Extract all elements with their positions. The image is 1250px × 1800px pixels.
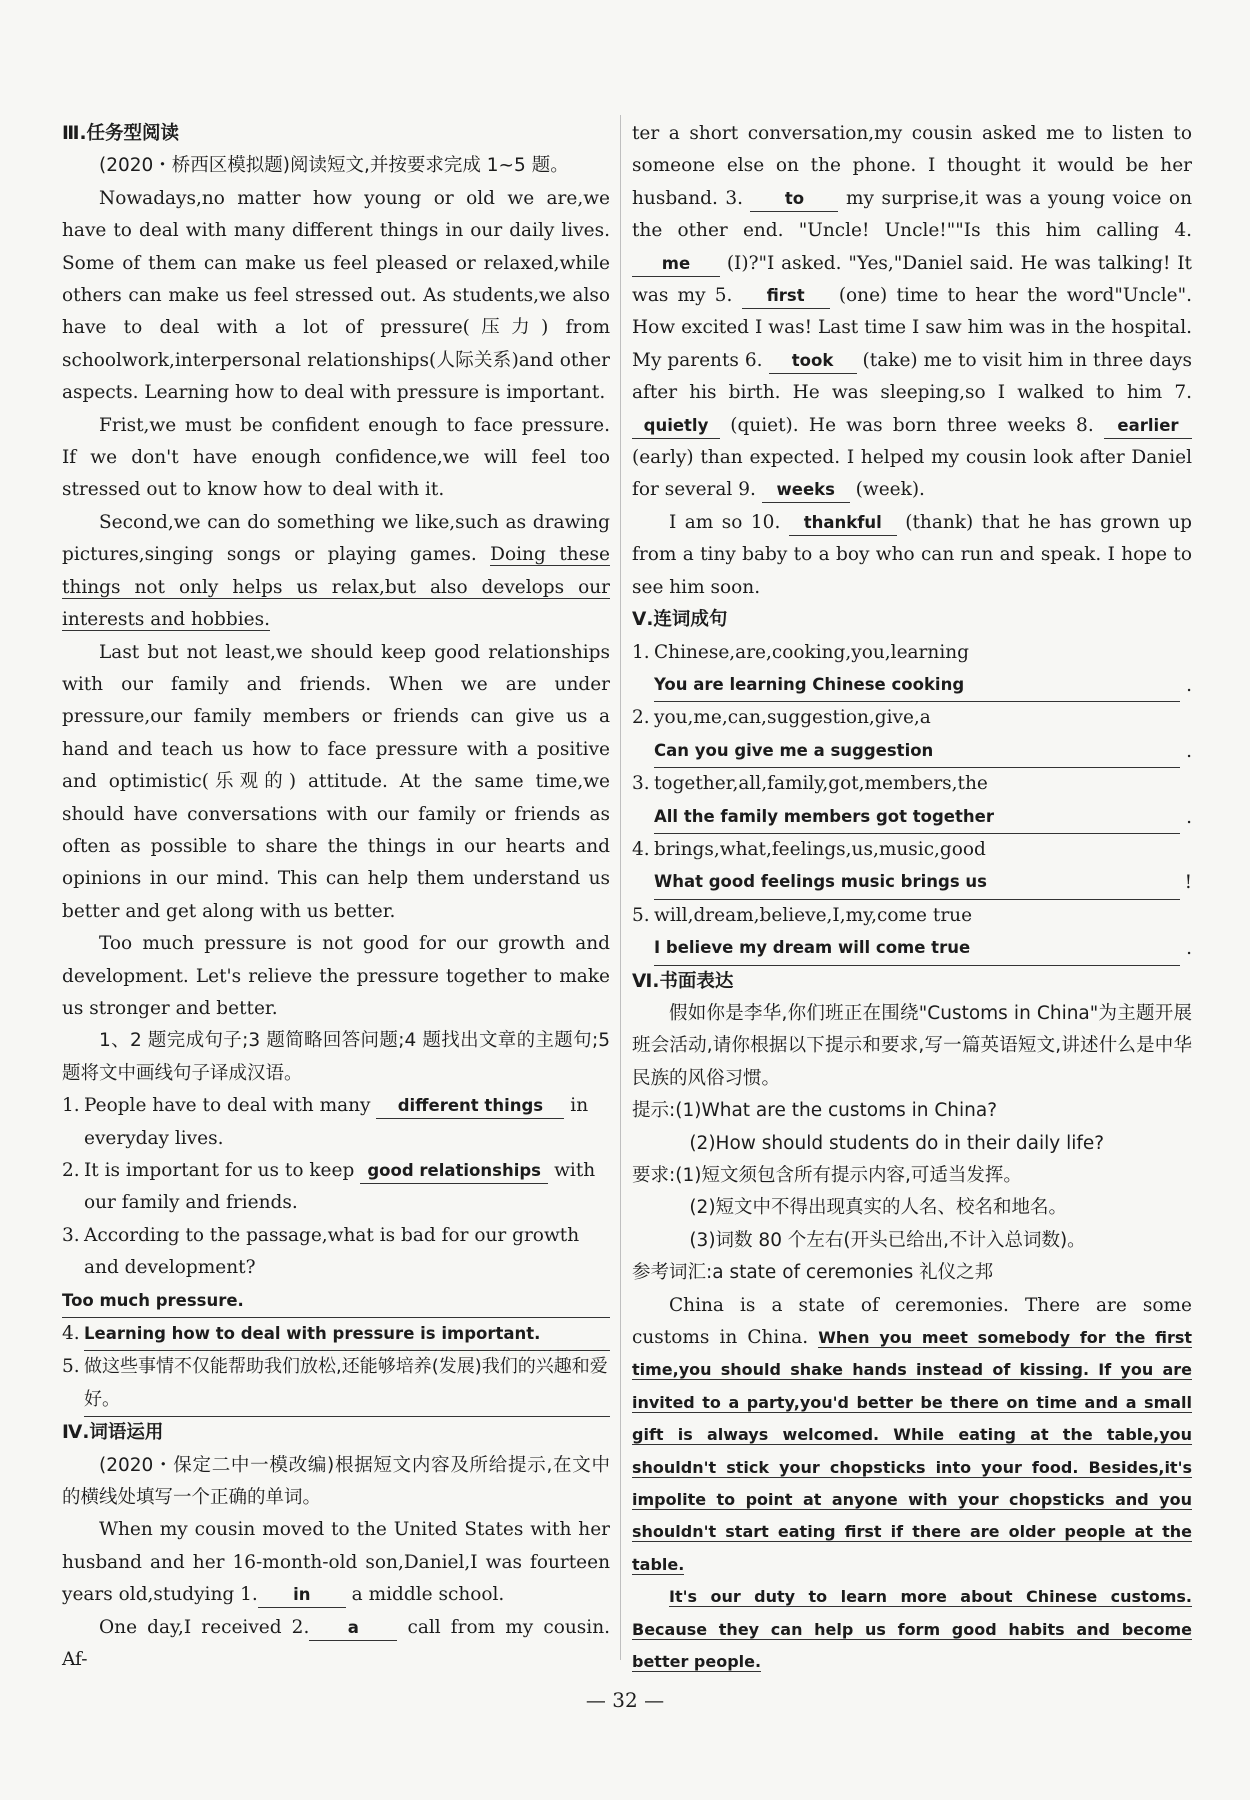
cloze-text: my surprise,it was a young voice on the other end. "Uncle! Uncle!""Is this him calling 4. [632, 187, 1192, 242]
requirement-label: 要求: [632, 1165, 676, 1186]
cloze-paragraph-2 [62, 1612, 610, 1677]
section5-title: Ⅴ.连词成句 [632, 609, 728, 631]
sentence-answer-row [632, 669, 1192, 702]
blank-10-answer: thankful [789, 511, 897, 536]
page-number: — 32 — [585, 1688, 665, 1712]
passage-paragraph-4: Last but not least,we should keep good relationships with our family and friends. When we are under pressure,our family members or friends can give us a hand and teach us how to face pressure with a positive and optimistic(乐观的) attitude. At the same time,we should have conversations with our family or friends as often as possible to share the things in our hearts and opinions in our mind. This can help them understand us better and get along with us better. [62, 641, 610, 922]
requirement-3: (3)词数 80 个左右(开头已给出,不计入总词数)。 [689, 1229, 1086, 1251]
q1-text: People have to deal with many [84, 1095, 371, 1117]
hint-1 [632, 1095, 1192, 1127]
cloze-text: a middle school. [351, 1584, 505, 1606]
passage-paragraph-2: Frist,we must be confident enough to face pressure. If we don't have enough confidence,we will feel too stressed out to know how to deal with it. [62, 414, 610, 501]
question-3: 3. According to the passage,what is bad for our growth and development? [62, 1220, 610, 1285]
sentence-building-list [632, 637, 1192, 966]
sentence-answer: What good feelings music brings us [654, 866, 1180, 899]
sentence-item [632, 900, 1192, 932]
item-number: 4. [632, 838, 650, 860]
q2-text-end: with our family and friends. [84, 1160, 596, 1214]
section3-title: Ⅲ.任务型阅读 [62, 123, 180, 144]
cloze-text: (early) than expected. I helped my cousin look after Daniel for several 9. [632, 447, 1192, 501]
blank-7-answer: quietly [632, 414, 720, 439]
blank-8-answer: earlier [1104, 414, 1192, 439]
q2-answer: good relationships [360, 1159, 548, 1184]
sentence-answer: You are learning Chinese cooking [654, 669, 1180, 702]
requirement-2: (2)短文中不得出现真实的人名、校名和地名。 [689, 1197, 1068, 1219]
requirement-1 [632, 1160, 1192, 1192]
cloze-text: I am so 10. [669, 511, 781, 533]
blank-1-answer: in [258, 1583, 346, 1608]
essay-paragraph-1 [632, 1290, 1192, 1582]
cloze-text: (week). [855, 479, 925, 501]
sentence-answer: All the family members got together [654, 801, 1180, 834]
blank-5-answer: first [742, 284, 830, 309]
writing-prompt: 假如你是李华,你们班正在围绕"Customs in China"为主题开展班会活动,请你根据以下提示和要求,写一篇英语短文,讲述什么是中华民族的风俗习惯。 [632, 1002, 1192, 1089]
question-5: 5. 做这些事情不仅能帮助我们放松,还能够培养(发展)我们的兴趣和爱好。 [62, 1351, 610, 1417]
item-number: 5. [632, 904, 650, 926]
cloze-text: ter a short conversation,my cousin asked me to listen to someone else on the phone. I thought it would be her husband. 3. [632, 123, 1192, 209]
section6-title: Ⅵ.书面表达 [632, 970, 734, 992]
sentence-item [632, 702, 1192, 734]
passage-paragraph-1: Nowadays,no matter how young or old we are,we have to deal with many different things in our daily lives. Some of them can make us feel pleased or relaxed,while others can make us feel stressed out. As students,we also have to deal with a lot of pressure(压力) from schoolwork,interpersonal relationships(人际关系)and other aspects. Learning how to deal with pressure is important. [62, 187, 610, 404]
item-number: 3. [632, 773, 650, 795]
underlined-sentence: Doing these things not only helps us relax,but also develops our interests and hobbies. [62, 544, 610, 631]
q5-answer: 做这些事情不仅能帮助我们放松,还能够培养(发展)我们的兴趣和爱好。 [84, 1351, 610, 1417]
q3-answer-row [62, 1285, 610, 1318]
question-4: 4. Learning how to deal with pressure is important. [62, 1318, 610, 1351]
scrambled-words: together,all,family,got,members,the [654, 773, 988, 795]
essay-opening: China is a state of ceremonies. There are some customs in China. [632, 1294, 1192, 1349]
sentence-answer: Can you give me a suggestion [654, 735, 1180, 768]
q3-answer: Too much pressure. [62, 1285, 610, 1318]
cloze-text: When my cousin moved to the United States with her husband and her 16-month-old son,Daniel,I was fourteen years old,studying 1. [62, 1519, 610, 1606]
blank-2-answer: a [309, 1616, 397, 1641]
cloze-text: One day,I received 2. [99, 1616, 310, 1638]
sentence-answer-row [632, 801, 1192, 834]
hint-2: (2)How should students do in their daily life? [689, 1132, 1105, 1154]
scrambled-words: Chinese,are,cooking,you,learning [654, 641, 969, 663]
p3-text: Second,we can do something we like,such as drawing pictures,singing songs or playing games. [62, 511, 610, 566]
q1-answer: different things [376, 1094, 564, 1119]
cloze-last-paragraph [632, 507, 1192, 604]
task-instructions: 1、2 题完成句子;3 题简略回答问题;4 题找出文章的主题句;5 题将文中画线句子译成汉语。 [62, 1030, 610, 1084]
passage-paragraph-3 [62, 507, 610, 637]
blank-3-answer: to [750, 187, 838, 212]
column-divider [620, 115, 621, 1660]
cloze-text: (thank) that he has grown up from a tiny baby to a boy who can run and speak. I hope to see him soon. [632, 511, 1192, 598]
sentence-punctuation: ! [1184, 872, 1192, 894]
question-1: 1. People have to deal with many different things in everyday lives. [62, 1095, 589, 1149]
hint-label: 提示: [632, 1100, 676, 1122]
essay-paragraph-2 [632, 1581, 1192, 1678]
sentence-answer-row [632, 866, 1192, 899]
requirement-1-text: (1)短文须包含所有提示内容,可适当发挥。 [675, 1165, 1022, 1186]
cloze-text: (quiet). He was born three weeks 8. [730, 414, 1094, 436]
sentence-answer-row [632, 932, 1192, 965]
sentence-answer: I believe my dream will come true [654, 932, 1180, 965]
cloze-text: call from my cousin. Af- [62, 1616, 610, 1671]
item-number: 1. [632, 641, 650, 663]
sentence-punctuation: . [1186, 938, 1192, 960]
passage-paragraph-5: Too much pressure is not good for our growth and development. Let's relieve the pressure together to make us stronger and better. [62, 933, 610, 1019]
cloze-paragraph-1 [62, 1514, 610, 1611]
cloze-text: (one) time to hear the word"Uncle". How excited I was! Last time I saw him was in the hospital. My parents 6. [632, 285, 1192, 371]
cloze-text: (I)?"I asked. "Yes,"Daniel said. He was talking! It was my 5. [632, 252, 1192, 307]
item-number: 2. [632, 707, 650, 729]
scrambled-words: will,dream,believe,I,my,come true [654, 904, 973, 926]
sentence-punctuation: . [1186, 674, 1192, 696]
essay-answer: When you meet somebody for the first time,you should shake hands instead of kissing. If you are invited to a party,you'd better be there on time and a small gift is always welcomed. While eating at the table,you shouldn't stick your chopsticks into your food. Besides,it's impolite to point at anyone with your chopsticks and you shouldn't start eating first if there are older people at the table. [632, 1328, 1193, 1574]
q3-text: According to the passage,what is bad for our growth and development? [84, 1224, 580, 1279]
blank-4-answer: me [632, 252, 720, 277]
q2-text: It is important for us to keep [84, 1160, 355, 1181]
cloze-text: (take) me to visit him in three days after his birth. He was sleeping,so I walked to him 7. [632, 349, 1192, 404]
left-column [62, 118, 610, 1677]
sentence-punctuation: . [1186, 740, 1192, 762]
section4-title: Ⅳ.词语运用 [62, 1422, 164, 1444]
section3-instructions: (2020・桥西区模拟题)阅读短文,并按要求完成 1~5 题。 [99, 155, 569, 177]
essay-conclusion: It's our duty to learn more about Chinese customs. Because they can help us form good habits and become better people. [632, 1587, 1192, 1672]
q4-answer: Learning how to deal with pressure is important. [84, 1318, 610, 1351]
section4-instructions: (2020・保定二中一模改编)根据短文内容及所给提示,在文中的横线处填写一个正确的单词。 [62, 1454, 610, 1509]
hint-1-text: (1)What are the customs in China? [675, 1100, 998, 1122]
cloze-continuation [632, 118, 1192, 507]
question-2: 2. It is important for us to keep good relationships with our family and friends. [62, 1160, 596, 1214]
scrambled-words: you,me,can,suggestion,give,a [654, 707, 931, 729]
sentence-item [632, 768, 1192, 800]
sentence-item [632, 834, 1192, 866]
right-column [632, 118, 1192, 1679]
sentence-item [632, 637, 1192, 669]
sentence-punctuation: . [1186, 806, 1192, 828]
sentence-answer-row [632, 735, 1192, 768]
blank-6-answer: took [769, 349, 857, 374]
blank-9-answer: weeks [762, 478, 850, 503]
scrambled-words: brings,what,feelings,us,music,good [654, 838, 986, 860]
reference-vocabulary: 参考词汇:a state of ceremonies 礼仪之邦 [632, 1262, 994, 1284]
q1-text-end: in everyday lives. [84, 1095, 589, 1149]
